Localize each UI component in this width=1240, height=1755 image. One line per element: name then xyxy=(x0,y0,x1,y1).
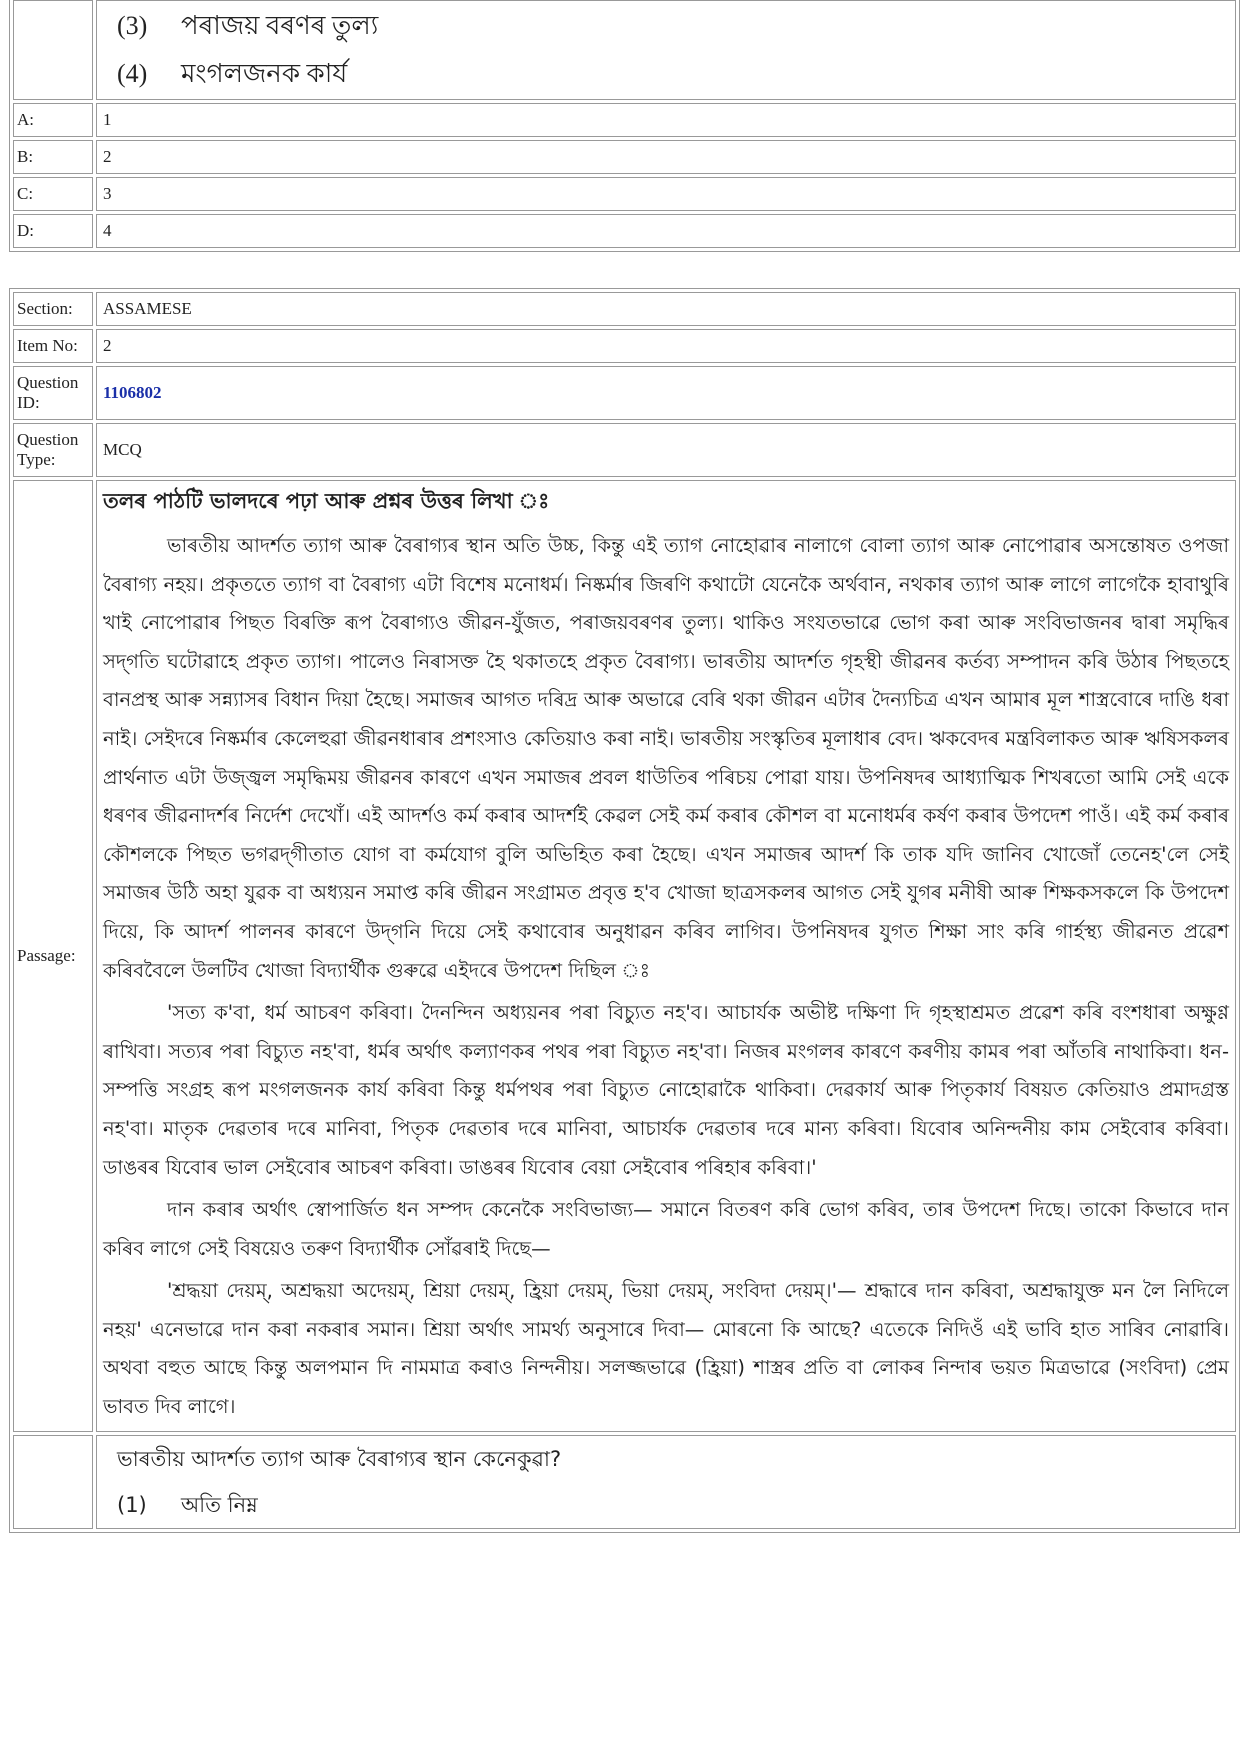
answer-row-b xyxy=(13,140,1236,174)
question-id-cell xyxy=(96,366,1236,420)
passage-cell xyxy=(96,480,1236,1432)
answer-label: D: xyxy=(13,214,93,248)
section-value: ASSAMESE xyxy=(96,292,1236,326)
passage-row xyxy=(13,480,1236,1432)
question-id-value: 1106802 xyxy=(103,383,162,402)
options-label-cell xyxy=(13,0,93,100)
item-no-label: Item No: xyxy=(13,329,93,363)
option-number: (1) xyxy=(117,1492,147,1517)
passage-paragraph: দান কৰাৰ অৰ্থাৎ স্বোপাৰ্জিত ধন সম্পদ কেনেকৈ সংবিভাজ্য— সমানে বিতৰণ কৰি ভোগ কৰিব, তাৰ উপদেশ দিছে। তাকো কিভাবে দান কৰিব লাগে সেই বিষয়েও তৰুণ বিদ্যাৰ্থীক সোঁৱৰাই দিছে— xyxy=(103,1198,1229,1260)
question-row xyxy=(13,1435,1236,1529)
answer-value: 1 xyxy=(96,103,1236,137)
answer-label: B: xyxy=(13,140,93,174)
option-text: পৰাজয় বৰণৰ তুল্য xyxy=(181,11,379,40)
question-type-value: MCQ xyxy=(96,423,1236,477)
answer-value: 4 xyxy=(96,214,1236,248)
question-cell xyxy=(96,1435,1236,1529)
answer-value: 3 xyxy=(96,177,1236,211)
options-cell xyxy=(96,0,1236,100)
option-text: অতি নিম্ন xyxy=(181,1492,258,1517)
item-no-row xyxy=(13,329,1236,363)
question-text: ভাৰতীয় আদৰ্শত ত্যাগ আৰু বৈৰাগ্যৰ স্থান কেনেকুৱা? xyxy=(117,1446,562,1471)
passage-heading: তলৰ পাঠটি ভালদৰে পঢ়া আৰু প্ৰশ্নৰ উত্তৰ লিখা ঃ xyxy=(103,489,550,513)
question-id-row xyxy=(13,366,1236,420)
answer-row-c xyxy=(13,177,1236,211)
passage-paragraph: 'সত্য ক'বা, ধৰ্ম আচৰণ কৰিবা। দৈনন্দিন অধ্যয়নৰ পৰা বিচ্যুত নহ'ব। আচাৰ্যক অভীষ্ট দক্ষিণা দি গৃহস্থাশ্ৰমত প্ৰৱেশ কৰি বংশধাৰা অক্ষুণ্ণ ৰাখিবা। সত্যৰ পৰা বিচ্যুত নহ'বা, ধৰ্মৰ অৰ্থাৎ কল্যাণকৰ পথৰ পৰা বিচ্যুত নহ'বা। নিজৰ মংগলৰ কাৰণে কৰণীয় কামৰ পৰা আঁতৰি নাথাকিবা। ধন-সম্পত্তি সংগ্ৰহ ৰূপ মংগলজনক কাৰ্য কৰিবা কিন্তু ধৰ্মপথৰ পৰা বিচ্যুত নোহোৱাকৈ থাকিবা। দেৱকাৰ্য আৰু পিতৃকাৰ্য বিষয়ত কেতিয়াও প্ৰমাদগ্ৰস্ত নহ'বা। মাতৃক দেৱতাৰ দৰে মানিবা, পিতৃক দেৱতাৰ দৰে মানিবা, আচাৰ্যক দেৱতাৰ দৰে মান্য কৰিবা। যিবোৰ অনিন্দনীয় কাম সেইবোৰ কৰিবা। ডাঙৰৰ যিবোৰ ভাল সেইবোৰ আচৰণ কৰিবা। ডাঙৰৰ যিবোৰ বেয়া সেইবোৰ পৰিহাৰ কৰিবা।' xyxy=(103,1001,1229,1179)
answer-value: 2 xyxy=(96,140,1236,174)
answer-row-a xyxy=(13,103,1236,137)
answer-label: A: xyxy=(13,103,93,137)
passage-label: Passage: xyxy=(13,480,93,1432)
question-type-label: Question Type: xyxy=(13,423,93,477)
option-number: (3) xyxy=(117,11,148,40)
answer-row-d xyxy=(13,214,1236,248)
question-id-label: Question ID: xyxy=(13,366,93,420)
question-label-cell xyxy=(13,1435,93,1529)
question-type-row xyxy=(13,423,1236,477)
answer-label: C: xyxy=(13,177,93,211)
question-item-block xyxy=(9,288,1240,1533)
previous-question-block xyxy=(9,0,1240,252)
option-4 xyxy=(103,50,1229,98)
option-1 xyxy=(103,1482,1229,1528)
option-number: (4) xyxy=(117,59,148,88)
section-row xyxy=(13,292,1236,326)
option-text: মংগলজনক কাৰ্য xyxy=(181,59,348,88)
section-label: Section: xyxy=(13,292,93,326)
item-no-value: 2 xyxy=(96,329,1236,363)
passage-paragraph: ভাৰতীয় আদৰ্শত ত্যাগ আৰু বৈৰাগ্যৰ স্থান অতি উচ্চ, কিন্তু এই ত্যাগ নোহোৱাৰ নালাগে বোলা ত্যাগ আৰু নোপোৱাৰ অসন্তোষত ওপজা বৈৰাগ্য নহয়। প্ৰকৃততে ত্যাগ বা বৈৰাগ্য এটা বিশেষ মনোধৰ্ম। নিষ্কৰ্মাৰ জিৰণি কথাটো যেনেকৈ অৰ্থবান, নথকাৰ ত্যাগ আৰু লাগে লাগেকৈ হাবাথুৰি খাই নোপোৱাৰ পিছত বিৰক্তি ৰূপ বৈৰাগ্যও জীৱন-যুঁজত, পৰাজয়বৰণৰ তুল্য। থাকিও সংযতভাৱে ভোগ কৰা আৰু সংবিভাজনৰ দ্বাৰা সমৃদ্ধিৰ সদ্‌গতি ঘটোৱাহে প্ৰকৃত ত্যাগ। পালেও নিৰাসক্ত হৈ থকাতহে প্ৰকৃত বৈৰাগ্য। ভাৰতীয় আদৰ্শত গৃহস্থী জীৱনৰ কৰ্তব্য সম্পাদন কৰি উঠাৰ পিছতহে বানপ্ৰস্থ আৰু সন্ন্যাসৰ বিধান দিয়া হৈছে। সমাজৰ আগত দৰিদ্ৰ আৰু অভাৱে বেৰি থকা জীৱন এটাৰ দৈন্যচিত্ৰ এখন আমাৰ মূল শাস্ত্ৰবোৰে দাঙি ধৰা নাই। সেইদৰে নিষ্কৰ্মাৰ কেলেহুৱা জীৱনধাৰাৰ প্ৰশংসাও কেতিয়াও কৰা নাই। ভাৰতীয় সংস্কৃতিৰ মূলাধাৰ বেদ। ঋকবেদৰ মন্ত্ৰবিলাকত আৰু ঋষিসকলৰ প্ৰাৰ্থনাত এটা উজ্জ্বল সমৃদ্ধিময় জীৱনৰ কাৰণে এখন সমাজৰ প্ৰবল ধাউতিৰ পৰিচয় পোৱা যায়। উপনিষদৰ আধ্যাত্মিক শিখৰতো আমি সেই একে ধৰণৰ জীৱনাদৰ্শৰ নিৰ্দেশ দেখোঁ। এই আদৰ্শও কৰ্ম কৰাৰ আদৰ্শই কেৱল সেই কৰ্ম কৰাৰ কৌশল বা মনোধৰ্মৰ কৰ্ষণ কৰাৰ উপদেশ পাওঁ। এই কৰ্ম কৰাৰ কৌশলকে পিছত ভগৱদ্‌গীতাত যোগ বা কৰ্মযোগ বুলি অভিহিত কৰা হৈছে। এখন সমাজৰ আদৰ্শ কি তাক যদি জানিব খোজোঁ তেনেহ'লে সেই সমাজৰ উঠি অহা যুৱক বা অধ্যয়ন সমাপ্ত কৰি জীৱন সংগ্ৰামত প্ৰবৃত্ত হ'ব খোজা ছাত্ৰসকলৰ আগত সেই যুগৰ মনীষী আৰু শিক্ষকসকলে কি উপদেশ দিয়ে, কি আদৰ্শ পালনৰ কাৰণে উদ্‌গনি দিয়ে সেই কথাবোৰ অনুধাৱন কৰিব লাগিব। উপনিষদৰ যুগত শিক্ষা সাং কৰি গাৰ্হস্থ্য জীৱনত প্ৰৱেশ কৰিববৈলে উলটিব খোজা বিদ্যাৰ্থীক গুৰুৱে এইদৰে উপদেশ দিছিল ঃ xyxy=(103,534,1229,982)
option-3 xyxy=(103,2,1229,50)
passage-paragraph: 'শ্ৰদ্ধয়া দেয়ম্‌, অশ্ৰদ্ধয়া অদেয়ম্‌, শ্ৰিয়া দেয়ম্‌, হ্ৰিয়া দেয়ম্‌, ভিয়া দেয়ম্‌, সংবিদা দেয়ম্‌।'— শ্ৰদ্ধাৰে দান কৰিবা, অশ্ৰদ্ধাযুক্ত মন লৈ নিদিলে নহয়' এনেভাৱে দান কৰা নকৰাৰ সমান। শ্ৰিয়া অৰ্থাৎ সামৰ্থ্য অনুসাৰে দিবা— মোৰনো কি আছে? এতেকে নিদিওঁ এই ভাবি হাত সাৰিব নোৱাৰি। অথবা বহুত আছে কিন্তু অলপমান দি নামমাত্ৰ কৰাও নিন্দনীয়। সলজ্জভাৱে (হ্ৰিয়া) শাস্ত্ৰৰ প্ৰতি বা লোকৰ নিন্দাৰ ভয়ত মিত্ৰভাৱে (সংবিদা) প্ৰেম ভাবত দিব লাগে। xyxy=(103,1279,1230,1419)
